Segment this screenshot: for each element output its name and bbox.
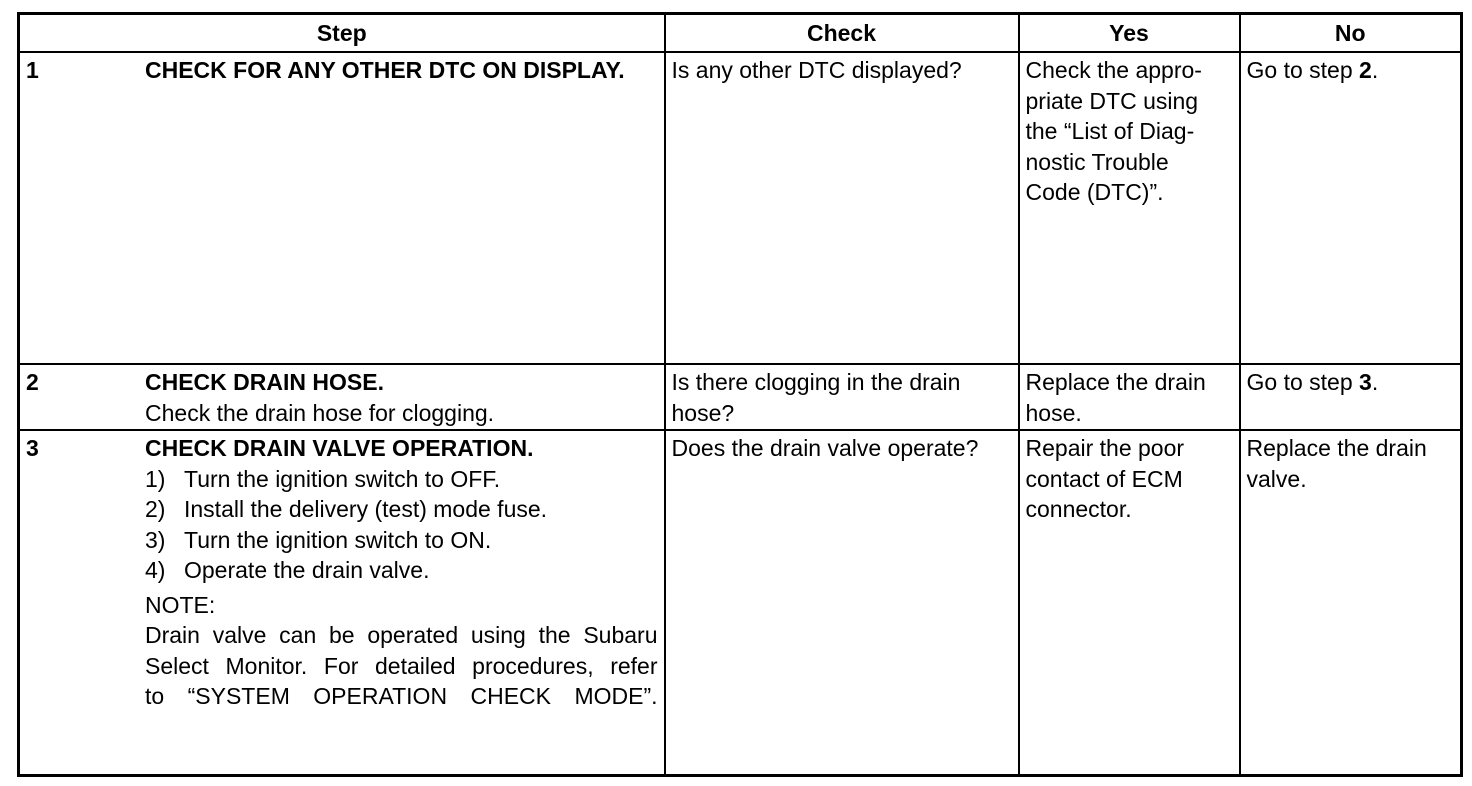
check-cell: [665, 52, 1019, 364]
diagnostic-table: [17, 12, 1463, 777]
no-suffix: .: [1371, 369, 1379, 395]
yes-line: contact of ECM: [1025, 465, 1183, 492]
yes-line: Code (DTC)”.: [1025, 179, 1164, 205]
note-line: Select Monitor. For detailed procedures, refer: [145, 652, 658, 679]
check-text: Is any other DTC displayed?: [671, 57, 962, 83]
note-label: NOTE:: [145, 591, 216, 618]
step-title: CHECK DRAIN HOSE.: [145, 369, 384, 395]
no-cell: [1240, 364, 1462, 430]
table-row: [19, 52, 1462, 364]
substep-text: Turn the ignition switch to ON.: [184, 526, 492, 553]
yes-line: Replace the drain: [1025, 369, 1206, 395]
yes-line: the “List of Diag-: [1025, 118, 1195, 144]
check-line: hose?: [671, 399, 735, 426]
step-reference: 2: [1359, 57, 1372, 83]
substep-text: Turn the ignition switch to OFF.: [184, 465, 501, 492]
no-text: Go to step: [1246, 57, 1360, 83]
substep-number: 2): [145, 496, 166, 522]
yes-line: Check the appro-: [1025, 57, 1202, 83]
substep-number: 3): [145, 526, 166, 553]
yes-line: hose.: [1025, 399, 1082, 426]
substep-number: 4): [145, 557, 166, 583]
step-cell: [19, 52, 665, 364]
step-number: 2: [26, 369, 39, 395]
step-cell: [19, 364, 665, 430]
yes-cell: [1019, 52, 1240, 364]
list-item: [145, 494, 658, 525]
header-step: Step: [19, 14, 665, 53]
header-check: Check: [665, 14, 1019, 53]
list-item: [145, 464, 658, 495]
step-title: CHECK DRAIN VALVE OPERATION.: [145, 435, 534, 461]
check-line: Is there clogging in the drain: [671, 369, 961, 395]
header-row: [19, 14, 1462, 53]
step-title: CHECK FOR ANY OTHER DTC ON DISPLAY.: [145, 57, 625, 83]
list-item: [145, 555, 658, 586]
no-cell: [1240, 430, 1462, 776]
table-row: [19, 430, 1462, 776]
check-text: Does the drain valve operate?: [671, 435, 979, 461]
step-number: 1: [26, 57, 39, 83]
check-cell: [665, 364, 1019, 430]
step-number: 3: [26, 435, 39, 461]
no-line: Replace the drain: [1246, 435, 1427, 461]
yes-cell: [1019, 430, 1240, 776]
header-no: No: [1240, 14, 1462, 53]
yes-line: priate DTC using: [1025, 87, 1199, 114]
yes-line: nostic Trouble: [1025, 148, 1169, 175]
step-detail: Check the drain hose for clogging.: [145, 399, 495, 426]
yes-line: Repair the poor: [1025, 435, 1185, 461]
substep-number: 1): [145, 465, 166, 492]
yes-cell: [1019, 364, 1240, 430]
no-cell: [1240, 52, 1462, 364]
step-cell: [19, 430, 665, 776]
no-text: Go to step: [1246, 369, 1360, 395]
list-item: [145, 525, 658, 556]
note-line: Drain valve can be operated using the Subaru: [145, 622, 658, 648]
note-line: to “SYSTEM OPERATION CHECK MODE”.: [145, 683, 658, 709]
step-reference: 3: [1359, 369, 1372, 395]
substep-list: [145, 464, 658, 586]
no-suffix: .: [1371, 57, 1379, 83]
header-yes: Yes: [1019, 14, 1240, 53]
no-line: valve.: [1246, 465, 1307, 492]
substep-text: Install the delivery (test) mode fuse.: [184, 496, 548, 522]
table-row: [19, 364, 1462, 430]
check-cell: [665, 430, 1019, 776]
yes-line: connector.: [1025, 496, 1132, 522]
substep-text: Operate the drain valve.: [184, 557, 430, 583]
